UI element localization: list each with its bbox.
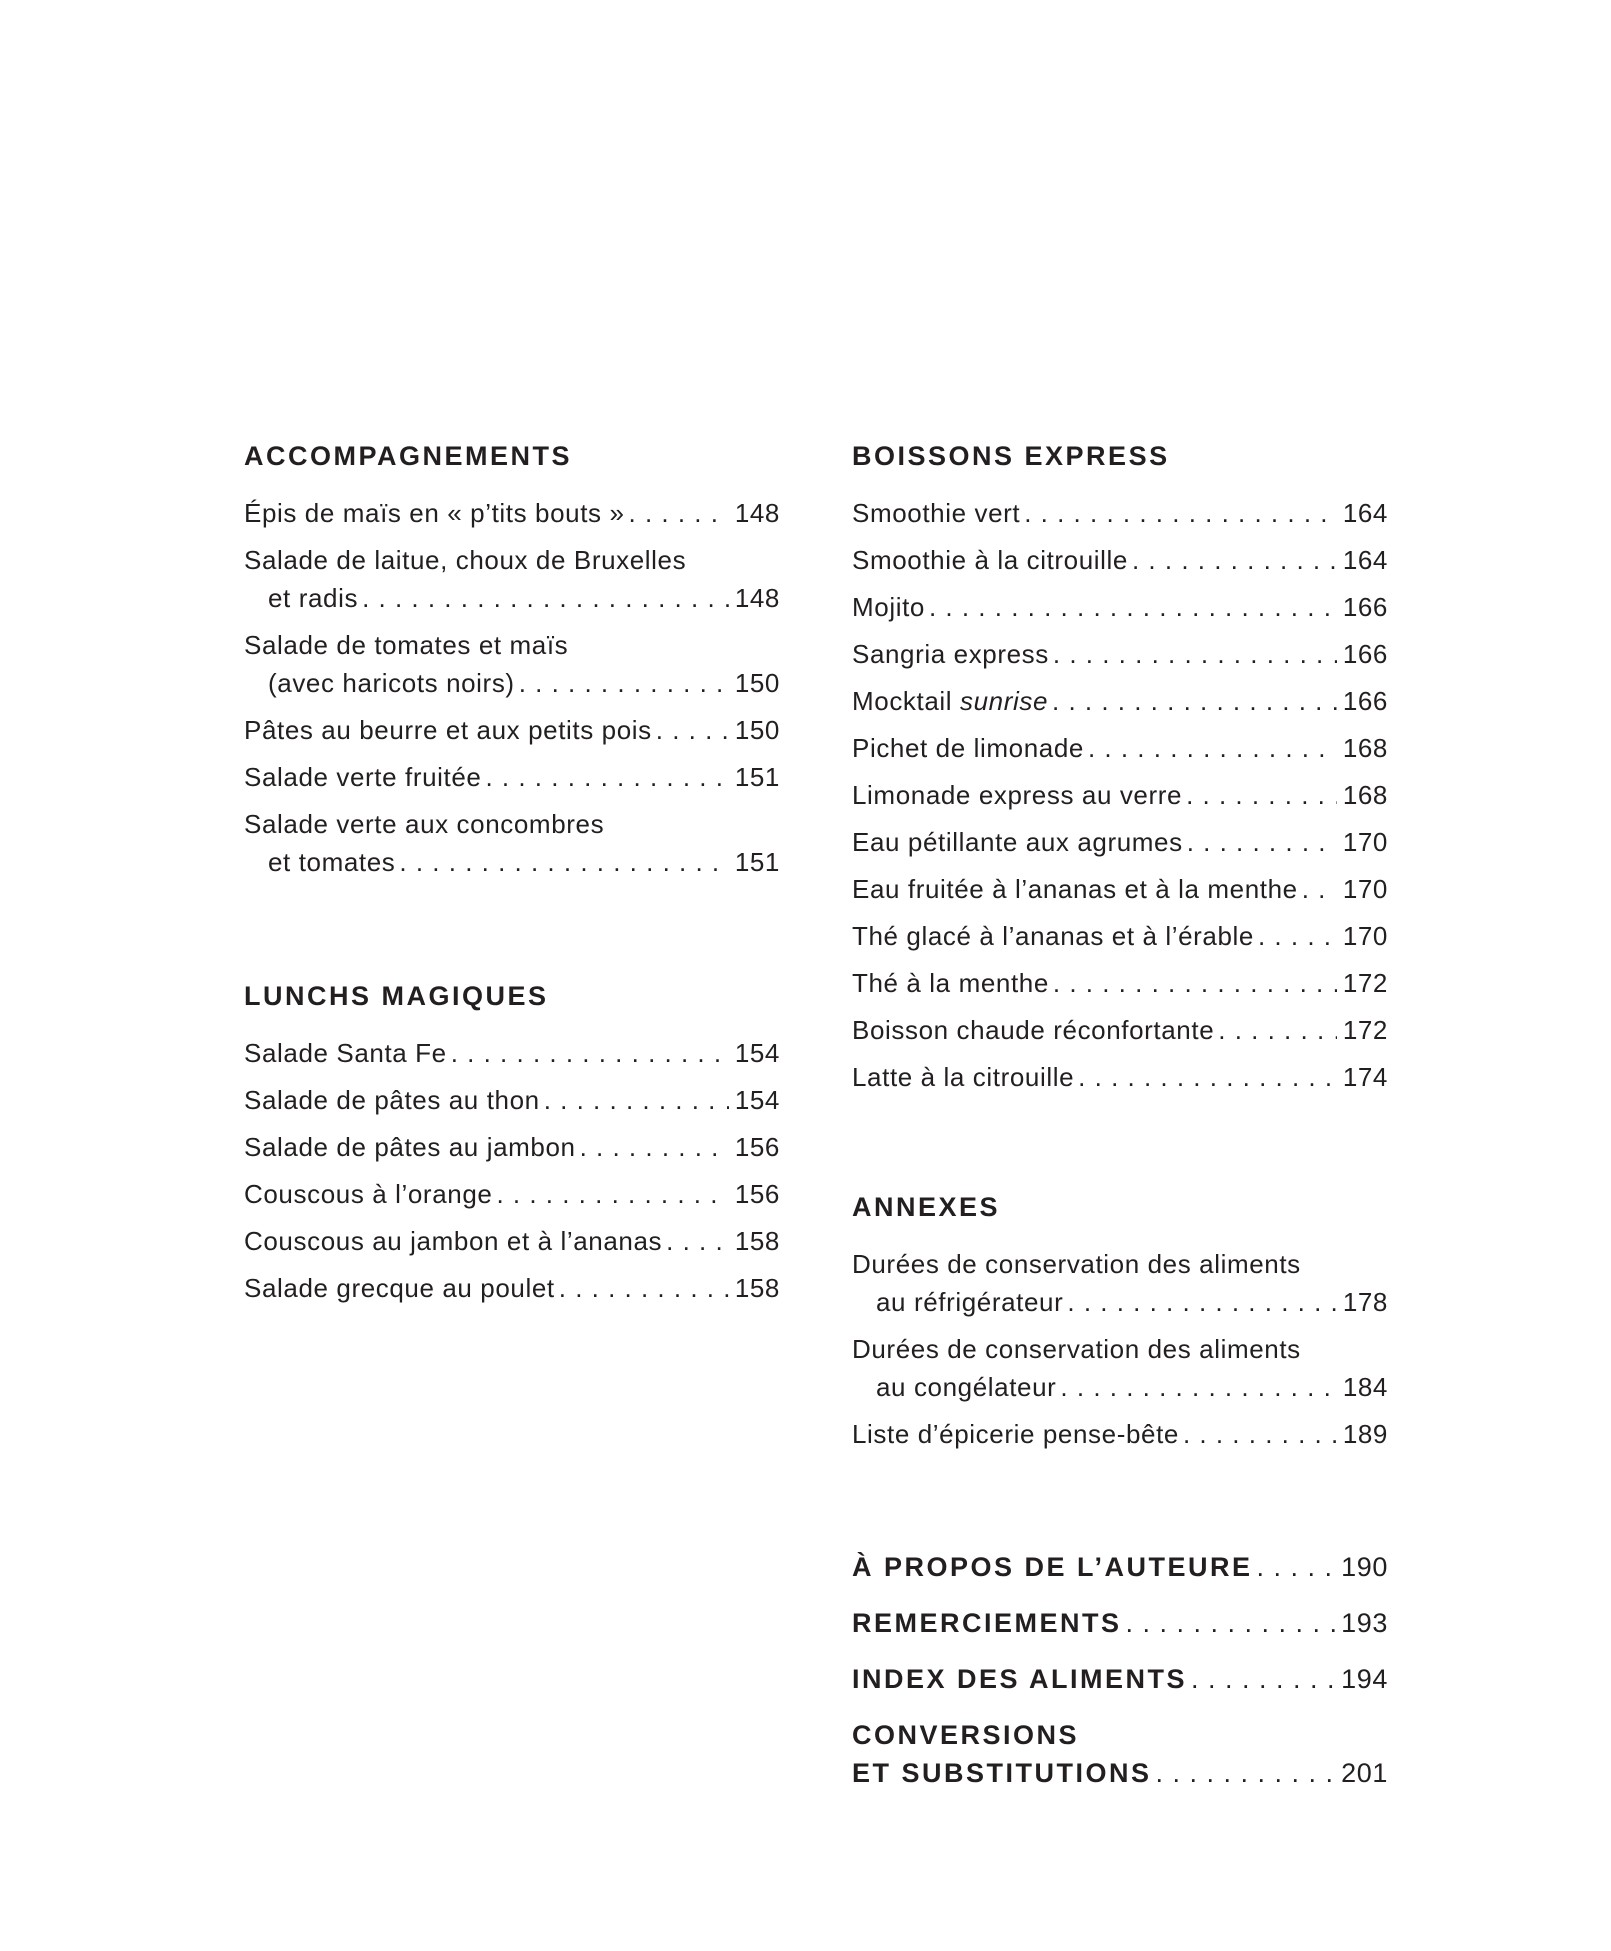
entry-title xyxy=(852,682,1048,720)
dot-leader xyxy=(1053,635,1337,673)
page-number: 156 xyxy=(734,1179,780,1209)
dot-leader xyxy=(1060,1368,1336,1406)
entry-title: au congélateur xyxy=(876,1372,1057,1402)
entry-title: Thé à la menthe xyxy=(852,968,1049,998)
entry-title-line1: CONVERSIONS xyxy=(852,1720,1080,1750)
page-number: 170 xyxy=(1342,827,1388,857)
toc-entry[interactable] xyxy=(852,682,1388,720)
dot-leader xyxy=(1302,870,1337,908)
entry-title-roman: Mocktail xyxy=(852,686,953,716)
dot-leader xyxy=(544,1081,729,1119)
toc-entry[interactable] xyxy=(244,541,780,617)
page-number: 190 xyxy=(1341,1552,1388,1582)
toc-entry[interactable] xyxy=(244,805,780,881)
page-number: 201 xyxy=(1341,1758,1388,1788)
toc-right-column xyxy=(852,432,1388,1810)
page-number: 166 xyxy=(1342,592,1388,622)
entry-title: Liste d’épicerie pense-bête xyxy=(852,1419,1179,1449)
page-number: 194 xyxy=(1341,1664,1388,1694)
page-number: 170 xyxy=(1342,921,1388,951)
page-number: 151 xyxy=(734,762,780,792)
entry-title: Latte à la citrouille xyxy=(852,1062,1075,1092)
entry-title: (avec haricots noirs) xyxy=(268,668,515,698)
dot-leader xyxy=(1078,1058,1337,1096)
toc-entry[interactable] xyxy=(852,1245,1388,1321)
dot-leader xyxy=(1187,823,1337,861)
toc-entry[interactable] xyxy=(852,635,1388,673)
dot-leader xyxy=(1186,776,1337,814)
page-number: 168 xyxy=(1342,733,1388,763)
dot-leader xyxy=(399,843,728,881)
dot-leader xyxy=(929,588,1337,626)
entry-title: ET SUBSTITUTIONS xyxy=(852,1758,1152,1788)
dot-leader xyxy=(1024,494,1337,532)
entry-title: Eau fruitée à l’ananas et à la menthe xyxy=(852,874,1298,904)
toc-entry[interactable] xyxy=(852,917,1388,955)
entry-title-line1: Salade de tomates et maïs xyxy=(244,630,569,660)
entry-title: Salade de pâtes au thon xyxy=(244,1085,540,1115)
dot-leader xyxy=(451,1034,729,1072)
dot-leader xyxy=(1257,1548,1336,1586)
page-number: 158 xyxy=(734,1273,780,1303)
dot-leader xyxy=(362,579,729,617)
section-annexes xyxy=(852,1183,1388,1453)
entry-title: À PROPOS DE L’AUTEURE xyxy=(852,1552,1253,1582)
page-number: 150 xyxy=(734,715,780,745)
dot-leader xyxy=(1156,1754,1336,1792)
dot-leader xyxy=(519,664,729,702)
section-heading: LUNCHS MAGIQUES xyxy=(244,981,549,1011)
entry-title: Épis de maïs en « p’tits bouts » xyxy=(244,498,625,528)
entry-title: et tomates xyxy=(268,847,396,877)
toc-entry-remerciements[interactable] xyxy=(852,1604,1388,1642)
dot-leader xyxy=(1218,1011,1337,1049)
entry-title: Mojito xyxy=(852,592,925,622)
toc-entry[interactable] xyxy=(244,626,780,702)
page-number: 148 xyxy=(734,583,780,613)
entry-title: Salade grecque au poulet xyxy=(244,1273,555,1303)
page-number: 166 xyxy=(1342,639,1388,669)
entry-title-line1: Salade de laitue, choux de Bruxelles xyxy=(244,545,687,575)
toc-entry-index[interactable] xyxy=(852,1660,1388,1698)
page-number: 174 xyxy=(1342,1062,1388,1092)
dot-leader xyxy=(1088,729,1337,767)
toc-entry[interactable] xyxy=(852,729,1388,767)
toc-entry[interactable] xyxy=(852,541,1388,579)
dot-leader xyxy=(496,1175,728,1213)
entry-title: Pichet de limonade xyxy=(852,733,1084,763)
entry-title: Salade verte fruitée xyxy=(244,762,482,792)
page-number: 172 xyxy=(1342,1015,1388,1045)
page-number: 170 xyxy=(1342,874,1388,904)
toc-entry[interactable] xyxy=(244,711,780,749)
page-number: 193 xyxy=(1341,1608,1388,1638)
toc-entry-a-propos[interactable] xyxy=(852,1548,1388,1586)
toc-entry[interactable] xyxy=(244,1034,780,1072)
toc-left-column xyxy=(244,432,780,1316)
dot-leader xyxy=(1067,1283,1336,1321)
dot-leader xyxy=(629,494,729,532)
entry-title: Boisson chaude réconfortante xyxy=(852,1015,1215,1045)
section-accompagnements xyxy=(244,432,780,881)
entry-title: Couscous au jambon et à l’ananas xyxy=(244,1226,663,1256)
dot-leader xyxy=(1258,917,1337,955)
page-number: 184 xyxy=(1342,1372,1388,1402)
dot-leader xyxy=(485,758,728,796)
dot-leader xyxy=(1126,1604,1336,1642)
entry-title: Salade de pâtes au jambon xyxy=(244,1132,576,1162)
toc-entry[interactable] xyxy=(244,1175,780,1213)
page-number: 189 xyxy=(1342,1419,1388,1449)
toc-entry[interactable] xyxy=(852,776,1388,814)
toc-entry[interactable] xyxy=(852,1330,1388,1406)
entry-title: Couscous à l’orange xyxy=(244,1179,493,1209)
entry-title-line1: Durées de conservation des aliments xyxy=(852,1334,1301,1364)
entry-title: au réfrigérateur xyxy=(876,1287,1064,1317)
toc-entry[interactable] xyxy=(852,1415,1388,1453)
page-number: 164 xyxy=(1342,498,1388,528)
dot-leader xyxy=(559,1269,729,1307)
toc-entry[interactable] xyxy=(852,964,1388,1002)
entry-title: REMERCIEMENTS xyxy=(852,1608,1122,1638)
page-number: 156 xyxy=(734,1132,780,1162)
page-number: 154 xyxy=(734,1038,780,1068)
toc-entry[interactable] xyxy=(244,1222,780,1260)
entry-title: Smoothie vert xyxy=(852,498,1021,528)
entry-title: Salade Santa Fe xyxy=(244,1038,447,1068)
entry-title: INDEX DES ALIMENTS xyxy=(852,1664,1188,1694)
dot-leader xyxy=(1052,682,1337,720)
section-heading: ACCOMPAGNEMENTS xyxy=(244,441,573,471)
entry-title: et radis xyxy=(268,583,359,613)
page-number: 148 xyxy=(734,498,780,528)
dot-leader xyxy=(1132,541,1337,579)
dot-leader xyxy=(1183,1415,1337,1453)
toc-entry[interactable] xyxy=(852,494,1388,532)
page-number: 150 xyxy=(734,668,780,698)
toc-entry[interactable] xyxy=(852,1011,1388,1049)
toc-entry[interactable] xyxy=(244,1128,780,1166)
dot-leader xyxy=(580,1128,729,1166)
toc-entry[interactable] xyxy=(852,1058,1388,1096)
entry-title: Limonade express au verre xyxy=(852,780,1183,810)
toc-entry[interactable] xyxy=(244,1269,780,1307)
entry-title-line1: Durées de conservation des aliments xyxy=(852,1249,1301,1279)
dot-leader xyxy=(656,711,729,749)
section-heading: ANNEXES xyxy=(852,1192,1001,1222)
section-end-matter xyxy=(852,1548,1388,1792)
page-number: 168 xyxy=(1342,780,1388,810)
toc-entry[interactable] xyxy=(852,588,1388,626)
dot-leader xyxy=(666,1222,729,1260)
entry-title: Smoothie à la citrouille xyxy=(852,545,1128,575)
section-boissons-express xyxy=(852,432,1388,1096)
toc-entry[interactable] xyxy=(852,870,1388,908)
entry-title: Eau pétillante aux agrumes xyxy=(852,827,1183,857)
toc-entry-conversions[interactable] xyxy=(852,1716,1388,1792)
page-number: 178 xyxy=(1342,1287,1388,1317)
entry-title-italic: sunrise xyxy=(959,686,1048,716)
entry-title: Thé glacé à l’ananas et à l’érable xyxy=(852,921,1254,951)
page-number: 172 xyxy=(1342,968,1388,998)
section-heading: BOISSONS EXPRESS xyxy=(852,441,1170,471)
entry-title-line1: Salade verte aux concombres xyxy=(244,809,605,839)
entry-title: Sangria express xyxy=(852,639,1049,669)
page-number: 154 xyxy=(734,1085,780,1115)
page-number: 164 xyxy=(1342,545,1388,575)
toc-entry[interactable] xyxy=(244,1081,780,1119)
toc-entry[interactable] xyxy=(852,823,1388,861)
section-lunchs-magiques xyxy=(244,972,780,1307)
toc-entry[interactable] xyxy=(244,758,780,796)
dot-leader xyxy=(1053,964,1337,1002)
dot-leader xyxy=(1191,1660,1335,1698)
page-number: 158 xyxy=(734,1226,780,1256)
page-number: 151 xyxy=(734,847,780,877)
entry-title: Pâtes au beurre et aux petits pois xyxy=(244,715,652,745)
page-number: 166 xyxy=(1342,686,1388,716)
toc-entry[interactable] xyxy=(244,494,780,532)
